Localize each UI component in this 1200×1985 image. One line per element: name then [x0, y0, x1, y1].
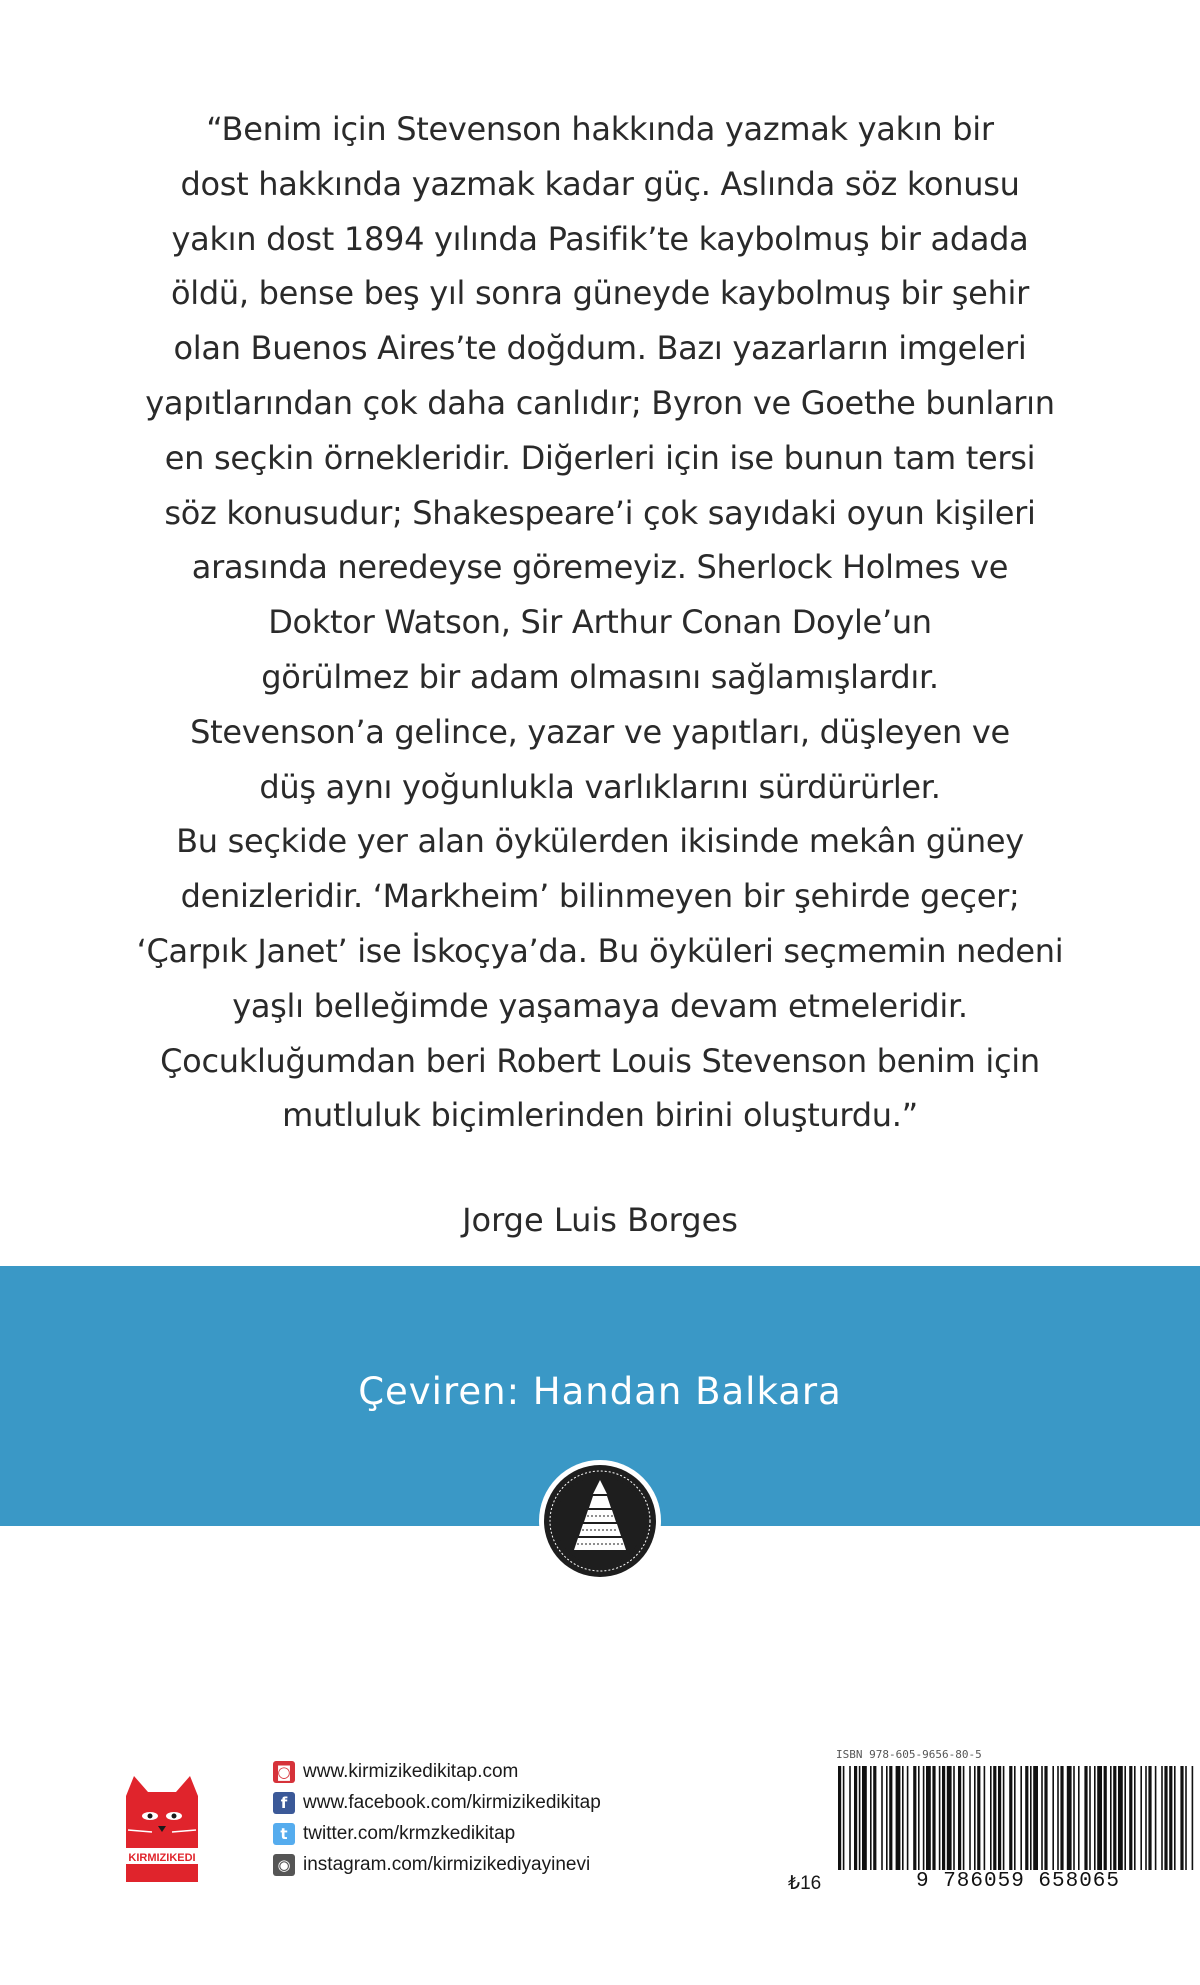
- barcode-bar: [969, 1766, 971, 1870]
- social-link-instagram[interactable]: [273, 1849, 693, 1880]
- quote-line: en seçkin örnekleridir. Diğerleri için ise bunun tam tersi: [164, 438, 1036, 477]
- barcode-bar: [889, 1766, 892, 1870]
- barcode-bar: [942, 1766, 945, 1870]
- quote-line: söz konusudur; Shakespeare’i çok sayıdaki oyun kişileri: [164, 493, 1036, 532]
- quote-block: [120, 102, 1080, 1143]
- barcode-bar: [977, 1766, 980, 1870]
- barcode-bar: [1129, 1766, 1132, 1870]
- barcode-bar: [1145, 1766, 1147, 1870]
- barcode-bar: [1161, 1766, 1163, 1870]
- quote-line: Doktor Watson, Sir Arthur Conan Doyle’un: [268, 603, 932, 642]
- barcode-bar: [974, 1766, 976, 1870]
- quote-line: Çocukluğumdan beri Robert Louis Stevenson benim için: [160, 1041, 1040, 1080]
- barcode-bar: [939, 1766, 941, 1870]
- isbn-digits: 9 786059 658065: [915, 1870, 1121, 1893]
- barcode-bar: [1164, 1766, 1167, 1870]
- barcode-bar: [1033, 1766, 1038, 1870]
- barcode-bar: [1155, 1766, 1157, 1870]
- barcode-bar: [1110, 1766, 1112, 1870]
- barcode-bar: [1030, 1766, 1032, 1870]
- quote-line: denizleridir. ‘Markheim’ bilinmeyen bir şehirde geçer;: [180, 877, 1020, 916]
- quote-line: mutluluk biçimlerinden birini oluşturdu.”: [282, 1096, 918, 1135]
- price-label: ₺16: [788, 1873, 822, 1894]
- barcode-bar: [1124, 1766, 1126, 1870]
- barcode-bar: [1014, 1766, 1016, 1870]
- social-link-text: www.facebook.com/kirmizikedikitap: [303, 1791, 601, 1813]
- barcode-bar: [1078, 1766, 1080, 1870]
- barcode-bar: [873, 1766, 876, 1870]
- quote-author: Jorge Luis Borges: [462, 1201, 738, 1239]
- social-links: [273, 1756, 693, 1880]
- barcode-bar: [1057, 1766, 1059, 1870]
- barcode-bar: [963, 1766, 965, 1870]
- barcode-bar: [993, 1766, 996, 1870]
- barcode-bar: [947, 1766, 952, 1870]
- barcode-bar: [862, 1766, 867, 1870]
- social-link-facebook[interactable]: [273, 1787, 693, 1818]
- quote-line: öldü, bense beş yıl sonra güneyde kaybolmuş bir şehir: [170, 274, 1029, 313]
- barcode-bar: [1060, 1766, 1063, 1870]
- quote-line: yakın dost 1894 yılında Pasifik’te kaybolmuş bir adada: [171, 219, 1029, 258]
- barcode-bar: [1044, 1766, 1047, 1870]
- twitter-icon: t: [273, 1823, 295, 1845]
- barcode-bar: [932, 1766, 935, 1870]
- facebook-icon: f: [273, 1792, 295, 1814]
- translator-credit: Çeviren: Handan Balkara: [358, 1370, 842, 1413]
- barcode-bar: [1052, 1766, 1054, 1870]
- social-link-twitter[interactable]: [273, 1818, 693, 1849]
- barcode-bar: [849, 1766, 851, 1870]
- barcode-bar: [1097, 1766, 1102, 1870]
- barcode-bar: [1169, 1766, 1172, 1870]
- barcode-bar: [926, 1766, 931, 1870]
- barcode-bar: [923, 1766, 925, 1870]
- barcode-bar: [1025, 1766, 1028, 1870]
- barcode-bar: [854, 1766, 857, 1870]
- barcode-bar: [918, 1766, 920, 1870]
- quote-line: dost hakkında yazmak kadar güç. Aslında söz konusu: [180, 164, 1020, 203]
- barcode-bar: [838, 1766, 841, 1870]
- barcode-bar: [1180, 1766, 1183, 1870]
- quote-line: arasında neredeyse göremeyiz. Sherlock Holmes ve: [191, 548, 1009, 587]
- barcode-bar: [913, 1766, 916, 1870]
- isbn-label: ISBN 978-605-9656-80-5: [836, 1748, 982, 1761]
- quote-line: yapıtlarından çok daha canlıdır; Byron ve Goethe bunların: [145, 383, 1055, 422]
- logo-wordmark: KIRMIZIKEDI: [128, 1852, 196, 1864]
- tower-seal-icon: [537, 1458, 663, 1584]
- barcode-bar: [1104, 1766, 1107, 1870]
- barcode-bar: [1192, 1766, 1194, 1870]
- barcode-bar: [1089, 1766, 1091, 1870]
- barcode-bar: [1094, 1766, 1096, 1870]
- instagram-icon: ◉: [273, 1854, 295, 1876]
- barcode-bar: [886, 1766, 888, 1870]
- barcode-bar: [958, 1766, 961, 1870]
- quote-line: düş aynı yoğunlukla varlıklarını sürdürürler.: [259, 767, 941, 806]
- quote-line: ‘Çarpık Janet’ ise İskoçya’da. Bu öyküleri seçmemin nedeni: [136, 931, 1064, 970]
- barcode-bar: [1174, 1766, 1176, 1870]
- barcode-bar: [1073, 1766, 1075, 1870]
- barcode-bar: [1148, 1766, 1151, 1870]
- barcode-bar: [1084, 1766, 1087, 1870]
- barcode-bar: [870, 1766, 872, 1870]
- barcode-bar: [953, 1766, 955, 1870]
- barcode-bar: [902, 1766, 904, 1870]
- barcode-bar: [859, 1766, 861, 1870]
- barcode-bar: [1185, 1766, 1187, 1870]
- social-link-text: www.kirmizikedikitap.com: [303, 1760, 519, 1782]
- quote-line: “Benim için Stevenson hakkında yazmak yakın bir: [206, 110, 994, 148]
- web-icon: ◙: [273, 1761, 295, 1783]
- barcode-bar: [1020, 1766, 1022, 1870]
- barcode-bar: [1140, 1766, 1142, 1870]
- quote-line: Bu seçkide yer alan öykülerden ikisinde mekân güney: [176, 822, 1024, 861]
- barcode-bar: [1003, 1766, 1005, 1870]
- quote-line: olan Buenos Aires’te doğdum. Bazı yazarların imgeleri: [173, 329, 1027, 368]
- barcode-bar: [1067, 1766, 1072, 1870]
- quote-line: yaşlı belleğimde yaşamaya devam etmeleridir.: [232, 986, 968, 1025]
- barcode-bar: [984, 1766, 986, 1870]
- barcode-bar: [907, 1766, 909, 1870]
- barcode-bar: [1134, 1766, 1136, 1870]
- kirmizi-kedi-logo: [122, 1770, 202, 1882]
- quote-line: Stevenson’a gelince, yazar ve yapıtları, düşleyen ve: [190, 712, 1010, 751]
- barcode-bar: [990, 1766, 992, 1870]
- barcode-bar: [1118, 1766, 1123, 1870]
- social-link-text: instagram.com/kirmizikediyayinevi: [303, 1853, 591, 1875]
- barcode-bar: [1041, 1766, 1043, 1870]
- barcode-bar: [896, 1766, 901, 1870]
- social-link-text: twitter.com/krmzkedikitap: [303, 1822, 516, 1844]
- barcode-bar: [1009, 1766, 1012, 1870]
- barcode-bar: [881, 1766, 883, 1870]
- barcode-bar: [998, 1766, 1001, 1870]
- social-link-web[interactable]: [273, 1756, 693, 1787]
- barcode-bar: [843, 1766, 845, 1870]
- quote-line: görülmez bir adam olmasını sağlamışlardır.: [261, 657, 939, 696]
- barcode-bar: [1113, 1766, 1116, 1870]
- isbn-barcode: [836, 1766, 1200, 1870]
